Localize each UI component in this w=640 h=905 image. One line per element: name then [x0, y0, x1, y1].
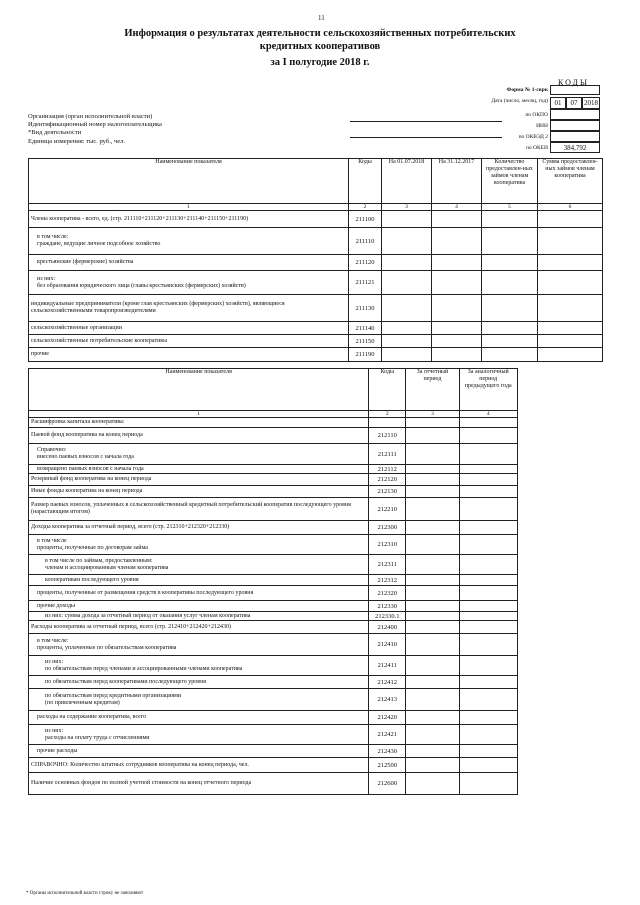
cell[interactable] — [538, 228, 603, 255]
table1-header-row — [29, 159, 603, 204]
cell[interactable] — [459, 758, 517, 773]
cell[interactable] — [382, 335, 432, 348]
t2-r11-name: кооперативам последующего уровня — [29, 575, 369, 586]
t2-r2-name: Паевой фонд кооператива на конец периода — [29, 428, 369, 444]
cell[interactable] — [459, 555, 517, 575]
cell[interactable] — [482, 295, 538, 322]
t1-n6: 6 — [538, 204, 603, 211]
cell[interactable] — [382, 211, 432, 228]
t2-n1: 1 — [29, 411, 369, 418]
footnote: * Органы исполнительной власти строку не заполняют — [26, 891, 144, 896]
table-row — [29, 498, 518, 521]
t1-r5-name: индивидуальные предприниматели (кроме глав крестьянских (фермерских) хозяйств), являющиеся сельскохозяйственными товаропроизводителями — [29, 295, 349, 322]
t2-r10-name: в том числе по займам, предоставленным: членам и ассоциированным членам кооператива — [29, 555, 369, 575]
table-row — [29, 418, 518, 428]
table-row — [29, 444, 518, 465]
table-row — [29, 612, 518, 621]
okpo-box — [550, 109, 600, 120]
table-row — [29, 474, 518, 486]
cell[interactable] — [538, 322, 603, 335]
table-row — [29, 228, 603, 255]
form-code-box — [550, 85, 600, 95]
cell[interactable] — [538, 348, 603, 362]
t1-h-name: Наименование показателя — [29, 159, 349, 204]
t2-r9-name: в том числе проценты, полученные по договорам займа — [29, 535, 369, 555]
t2-r19-name: по обязательствам перед кредитными организациями (по привлеченным кредитам) — [29, 689, 369, 711]
table-row — [29, 555, 518, 575]
t2-r16-code: 212410 — [369, 634, 406, 656]
page-title — [60, 27, 580, 69]
table-row — [29, 689, 518, 711]
cell[interactable] — [406, 428, 459, 444]
cell[interactable] — [406, 555, 459, 575]
cell[interactable] — [382, 348, 432, 362]
cell[interactable] — [482, 335, 538, 348]
cell[interactable] — [459, 575, 517, 586]
okved-label: по ОКВЭД 2 — [518, 134, 548, 140]
t2-r2-code: 212110 — [369, 428, 406, 444]
cell[interactable] — [482, 228, 538, 255]
table-row — [29, 211, 603, 228]
cell[interactable] — [432, 295, 482, 322]
t2-r24-name: Наличие основных фондов по полной учетной стоимости на конец отчетного периода — [29, 773, 369, 795]
t2-r6-code: 212130 — [369, 486, 406, 498]
cell[interactable] — [459, 586, 517, 601]
t1-h-sum: Сумма предоставлен-ных займов членам кооператива — [538, 159, 603, 204]
cell[interactable] — [482, 255, 538, 271]
table-row — [29, 348, 603, 362]
cell[interactable] — [406, 601, 459, 612]
org-label: Организация (орган исполнительной власти) — [28, 113, 153, 120]
table1-num-row — [29, 204, 603, 211]
cell[interactable] — [406, 575, 459, 586]
t2-r13-code: 212330 — [369, 601, 406, 612]
title-line-1: Информация о результатах деятельности сельскохозяйственных потребительских — [124, 28, 516, 39]
t2-r5-code: 212120 — [369, 474, 406, 486]
t1-r4-code: 211121 — [349, 271, 382, 295]
table-row — [29, 255, 603, 271]
cell[interactable] — [459, 634, 517, 656]
cell[interactable] — [406, 773, 459, 795]
table-row — [29, 711, 518, 725]
t1-r3-code: 211120 — [349, 255, 382, 271]
date-month: 07 — [566, 97, 582, 109]
cell[interactable] — [432, 211, 482, 228]
cell[interactable] — [432, 228, 482, 255]
t2-r1-code — [369, 418, 406, 428]
t2-r21-name: из них: расходы на оплату труда с отчислениями — [29, 725, 369, 745]
t1-n3: 3 — [382, 204, 432, 211]
t2-r18-name: по обязательствам перед кооперативами последующего уровня — [29, 676, 369, 689]
cell[interactable] — [538, 335, 603, 348]
unit-label: Единица измерения: тыс. руб., чел. — [28, 138, 126, 145]
okved-box — [550, 131, 600, 142]
cell[interactable] — [459, 498, 517, 521]
title-line-3: за I полугодие 2018 г. — [270, 57, 370, 68]
table-row — [29, 575, 518, 586]
cell[interactable] — [432, 271, 482, 295]
table-row — [29, 676, 518, 689]
t2-h-previous: За аналогичный период предыдущего года — [459, 369, 517, 411]
cell[interactable] — [432, 255, 482, 271]
t2-r9-code: 212310 — [369, 535, 406, 555]
t1-r2-code: 211110 — [349, 228, 382, 255]
cell[interactable] — [406, 498, 459, 521]
t2-r23-code: 212500 — [369, 758, 406, 773]
t2-r15-code: 212400 — [369, 621, 406, 634]
page-number: 11 — [318, 14, 325, 22]
cell[interactable] — [538, 255, 603, 271]
cell[interactable] — [482, 211, 538, 228]
cell[interactable] — [459, 418, 517, 428]
cell[interactable] — [406, 689, 459, 711]
okei-label: по ОКЕИ — [525, 145, 548, 151]
cell[interactable] — [459, 601, 517, 612]
cell[interactable] — [459, 773, 517, 795]
cell[interactable] — [459, 656, 517, 676]
t1-r8-code: 211190 — [349, 348, 382, 362]
t1-n5: 5 — [482, 204, 538, 211]
t2-r21-code: 212421 — [369, 725, 406, 745]
table-row — [29, 322, 603, 335]
cell[interactable] — [382, 271, 432, 295]
t1-r6-name: сельскохозяйственные организации — [29, 322, 349, 335]
table-row — [29, 745, 518, 758]
cell[interactable] — [406, 745, 459, 758]
table-row — [29, 586, 518, 601]
cell[interactable] — [406, 656, 459, 676]
t2-r7-code: 212210 — [369, 498, 406, 521]
t2-h-current: За отчетный период — [406, 369, 459, 411]
cell[interactable] — [459, 486, 517, 498]
t2-r7-name: Размер паевых взносов, уплаченных в сельскохозяйственный кредитный потребительский кооператив последующего уровня (нарастающим итогом) — [29, 498, 369, 521]
t2-n2: 2 — [369, 411, 406, 418]
cell[interactable] — [406, 465, 459, 474]
cell[interactable] — [459, 621, 517, 634]
cell[interactable] — [406, 444, 459, 465]
cell[interactable] — [432, 322, 482, 335]
t2-r14-code: 212330.1 — [369, 612, 406, 621]
t2-r17-name: из них: по обязательствам перед членами и ассоциированными членами кооператива — [29, 656, 369, 676]
t2-r19-code: 212413 — [369, 689, 406, 711]
cell[interactable] — [459, 535, 517, 555]
cell[interactable] — [538, 271, 603, 295]
t2-r6-name: Иные фонды кооператива на конец периода — [29, 486, 369, 498]
activity-label: *Вид деятельности — [28, 129, 82, 136]
cell[interactable] — [459, 711, 517, 725]
cell[interactable] — [406, 711, 459, 725]
t1-r5-code: 211130 — [349, 295, 382, 322]
inn-label: ИНН — [536, 123, 548, 129]
cell[interactable] — [432, 335, 482, 348]
codes-header: КОДЫ — [558, 78, 589, 87]
t2-h-name: Наименование показателя — [29, 369, 369, 411]
t2-n3: 3 — [406, 411, 459, 418]
okpo-label: по ОКПО — [525, 112, 548, 118]
table2-header-row — [29, 369, 518, 411]
table-row — [29, 656, 518, 676]
t1-n1: 1 — [29, 204, 349, 211]
date-label: Дата (число, месяц, год) — [491, 98, 548, 104]
table-row — [29, 535, 518, 555]
t2-r8-name: Доходы кооператива за отчетный период, всего (стр. 212310+212320+212330) — [29, 521, 369, 535]
cell[interactable] — [459, 521, 517, 535]
t1-r8-name: прочие — [29, 348, 349, 362]
inn-field-label: Идентификационный номер налогоплательщика — [28, 121, 162, 128]
org-underline — [350, 121, 502, 122]
table-row — [29, 428, 518, 444]
t2-r15-name: Расходы кооператива за отчетный период, всего (стр. 212410+212420+212430) — [29, 621, 369, 634]
cell[interactable] — [406, 676, 459, 689]
t1-r3-name: крестьянские (фермерские) хозяйства — [29, 255, 349, 271]
t1-r4-name: из них: без образования юридического лица (главы крестьянских (фермерских) хозяйств) — [29, 271, 349, 295]
cell[interactable] — [482, 271, 538, 295]
table-row — [29, 725, 518, 745]
t2-r10-code: 212311 — [369, 555, 406, 575]
table2-num-row — [29, 411, 518, 418]
cell[interactable] — [406, 586, 459, 601]
cell[interactable] — [382, 228, 432, 255]
t2-h-code: Коды — [369, 369, 406, 411]
t1-h-count: Количество предоставлен-ных займов членам кооператива — [482, 159, 538, 204]
cell[interactable] — [406, 612, 459, 621]
t2-r20-code: 212420 — [369, 711, 406, 725]
cell[interactable] — [482, 348, 538, 362]
t1-r2-name: в том числе: граждане, ведущие личное подсобное хозяйство — [29, 228, 349, 255]
table-row — [29, 335, 603, 348]
cell[interactable] — [459, 689, 517, 711]
cell[interactable] — [459, 465, 517, 474]
t2-r16-name: в том числе: проценты, уплаченные по обязательствам кооператива — [29, 634, 369, 656]
cell[interactable] — [538, 211, 603, 228]
t1-r1-name: Члены кооператива - всего, ед. (стр. 211110+211120+211130+211140+211150+211190) — [29, 211, 349, 228]
cell[interactable] — [406, 634, 459, 656]
t1-r6-code: 211140 — [349, 322, 382, 335]
cell[interactable] — [538, 295, 603, 322]
cell[interactable] — [382, 255, 432, 271]
t2-r5-name: Резервный фонд кооператива на конец периода — [29, 474, 369, 486]
cell[interactable] — [406, 758, 459, 773]
table-row — [29, 601, 518, 612]
t2-r22-code: 212430 — [369, 745, 406, 758]
cell[interactable] — [432, 348, 482, 362]
table-row — [29, 773, 518, 795]
table-row — [29, 486, 518, 498]
cell[interactable] — [382, 295, 432, 322]
cell[interactable] — [459, 612, 517, 621]
t2-r3-code: 212111 — [369, 444, 406, 465]
inn-box — [550, 120, 600, 131]
cell[interactable] — [459, 444, 517, 465]
activity-underline — [350, 137, 502, 138]
t2-r4-code: 212112 — [369, 465, 406, 474]
table-row — [29, 295, 603, 322]
cell[interactable] — [406, 621, 459, 634]
cell[interactable] — [459, 676, 517, 689]
codes-block — [478, 87, 604, 153]
t2-n4: 4 — [459, 411, 517, 418]
cell[interactable] — [406, 535, 459, 555]
t2-r20-name: расходы на содержание кооператива, всего — [29, 711, 369, 725]
members-table — [28, 158, 603, 362]
t2-r3-name: Справочно: внесено паевых взносов с начала года — [29, 444, 369, 465]
t1-h-date1: На 01.07.2018 — [382, 159, 432, 204]
t1-r7-code: 211150 — [349, 335, 382, 348]
table-row — [29, 521, 518, 535]
date-year: 2018 — [584, 99, 598, 107]
form-label: Форма № 1-сврк — [506, 87, 548, 93]
t2-r24-code: 212600 — [369, 773, 406, 795]
cell[interactable] — [459, 745, 517, 758]
cell[interactable] — [382, 322, 432, 335]
table-row — [29, 634, 518, 656]
t2-r14-name: из них: сумма дохода за отчетный период от оказания услуг членам кооператива — [29, 612, 369, 621]
table-row — [29, 271, 603, 295]
t2-r12-code: 212320 — [369, 586, 406, 601]
table-row — [29, 621, 518, 634]
t2-r18-code: 212412 — [369, 676, 406, 689]
table-row — [29, 758, 518, 773]
cell[interactable] — [406, 486, 459, 498]
t2-r11-code: 212312 — [369, 575, 406, 586]
t2-r17-code: 212411 — [369, 656, 406, 676]
t2-r8-code: 212300 — [369, 521, 406, 535]
date-day: 01 — [550, 97, 566, 109]
okei-box: 384,792 — [550, 142, 600, 153]
table-row — [29, 465, 518, 474]
t1-h-code: Коды — [349, 159, 382, 204]
t2-r4-name: возвращено паевых взносов с начала года — [29, 465, 369, 474]
cell[interactable] — [459, 725, 517, 745]
t2-r12-name: проценты, полученные от размещения средств в кооперативы последующего уровня — [29, 586, 369, 601]
t1-r1-code: 211100 — [349, 211, 382, 228]
t1-h-date2: На 31.12.2017 — [432, 159, 482, 204]
cell[interactable] — [406, 521, 459, 535]
capital-table — [28, 368, 518, 795]
t2-r22-name: прочие расходы — [29, 745, 369, 758]
title-line-2: кредитных кооперативов — [259, 41, 381, 52]
t1-r7-name: сельскохозяйственные потребительские кооперативы — [29, 335, 349, 348]
cell[interactable] — [459, 428, 517, 444]
t2-r1-name: Расшифровка капитала кооператива: — [29, 418, 369, 428]
cell[interactable] — [406, 725, 459, 745]
cell[interactable] — [406, 418, 459, 428]
t1-n4: 4 — [432, 204, 482, 211]
t1-n2: 2 — [349, 204, 382, 211]
t2-r13-name: прочие доходы — [29, 601, 369, 612]
cell[interactable] — [482, 322, 538, 335]
cell[interactable] — [406, 474, 459, 486]
cell[interactable] — [459, 474, 517, 486]
t2-r23-name: СПРАВОЧНО: Количество штатных сотрудников кооператива на конец периода, чел. — [29, 758, 369, 773]
